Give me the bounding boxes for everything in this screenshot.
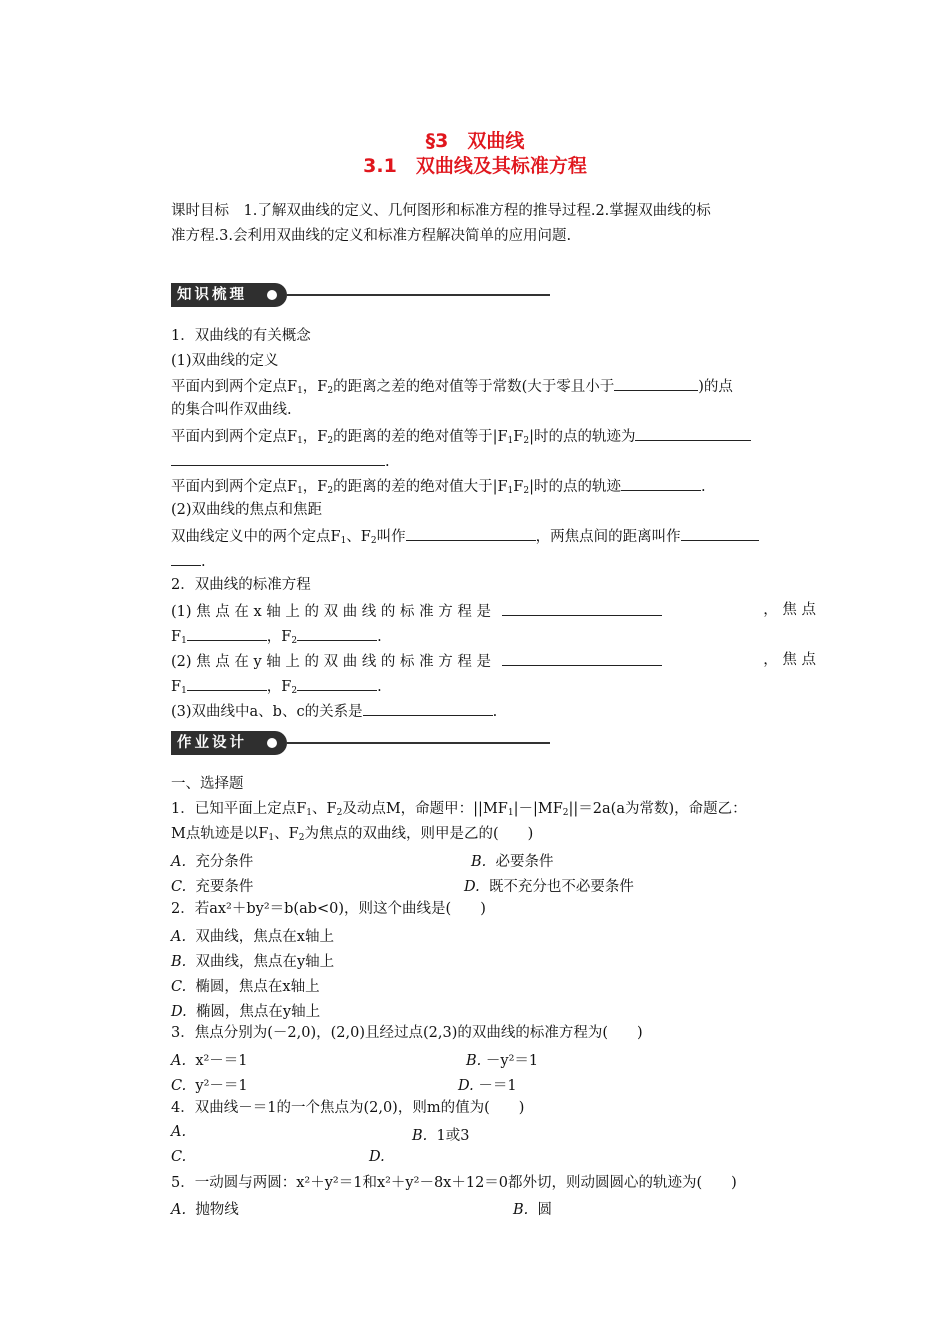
concept-heading: 1．双曲线的有关概念 xyxy=(171,328,311,344)
blank-field[interactable] xyxy=(621,476,701,491)
definition-line-4: . xyxy=(171,451,816,471)
q4-option-b[interactable]: B. 1或3 xyxy=(412,1128,470,1144)
x-axis-focus-line: $F_1$ ，$F_2$ . xyxy=(171,626,816,650)
question-1-line-1: 1．已知平面上定点$F_1$、$F_2$及动点M，命题甲：$||MF_1|-|MF_2||=2a(a$为常数)，命题乙： xyxy=(171,801,747,818)
q4-option-a[interactable]: A. xyxy=(171,1124,187,1140)
goals-line-1: 课时目标 1.了解双曲线的定义、几何图形和标准方程的推导过程.2.掌握双曲线的标 xyxy=(171,203,711,219)
blank-field[interactable] xyxy=(171,451,385,466)
definition-line-3: 平面内到两个定点$F_1$，$F_2$的距离的差的绝对值等于$|F_1F_2|$时的点的轨迹为 xyxy=(171,426,816,450)
y-axis-equation-line: (2) 焦 点 在 y 轴 上 的 双 曲 线 的 标 准 方 程 是 ， 焦 点 xyxy=(171,652,816,670)
q1-option-d[interactable]: D. 既不充分也不必要条件 xyxy=(464,879,634,895)
focus-line-2: . xyxy=(171,551,816,571)
blank-field[interactable] xyxy=(363,701,493,716)
standard-equation-heading: 2．双曲线的标准方程 xyxy=(171,577,311,593)
q2-option-a[interactable]: A. 双曲线，焦点在x轴上 xyxy=(171,929,334,945)
definition-line-2: 的集合叫作双曲线. xyxy=(171,402,292,418)
blank-field[interactable] xyxy=(635,426,751,441)
question-1-line-2: M点轨迹是以$F_1$、$F_2$为焦点的双曲线，则甲是乙的( ) xyxy=(171,826,534,843)
blank-field[interactable] xyxy=(406,526,536,541)
banner-dot-icon xyxy=(267,738,277,748)
blank-field[interactable] xyxy=(187,626,267,641)
choice-section-heading: 一、选择题 xyxy=(171,776,244,792)
banner-dot-icon xyxy=(267,290,277,300)
q1-option-b[interactable]: B. 必要条件 xyxy=(471,854,554,870)
q4-option-d[interactable]: D. xyxy=(369,1149,385,1165)
question-2: 2．若ax²＋by²＝b(ab<0)，则这个曲线是( ) xyxy=(171,901,486,917)
blank-field[interactable] xyxy=(614,376,698,391)
homework-banner xyxy=(171,731,551,757)
question-3: 3．焦点分别为(－2,0)，(2,0)且经过点(2,3)的双曲线的标准方程为( ) xyxy=(171,1025,643,1041)
q2-option-b[interactable]: B. 双曲线，焦点在y轴上 xyxy=(171,954,335,970)
question-4: 4．双曲线－＝1的一个焦点为(2,0)，则m的值为( ) xyxy=(171,1100,525,1116)
blank-field[interactable] xyxy=(171,551,201,566)
question-5: 5．一动圆与两圆：x²＋y²＝1和x²＋y²－8x＋12＝0都外切，则动圆圆心的轨迹为( ) xyxy=(171,1175,737,1191)
q1-option-a[interactable]: A. 充分条件 xyxy=(171,854,254,870)
blank-field[interactable] xyxy=(681,526,759,541)
blank-field[interactable] xyxy=(297,676,377,691)
q3-option-d[interactable]: D. －＝1 xyxy=(458,1078,517,1094)
blank-field[interactable] xyxy=(187,676,267,691)
blank-field[interactable] xyxy=(297,626,377,641)
homework-banner-label: 作业设计 xyxy=(171,731,287,755)
blank-field[interactable] xyxy=(502,651,662,666)
goals-line-2: 准方程.3.会利用双曲线的定义和标准方程解决简单的应用问题. xyxy=(171,228,572,244)
banner-rule xyxy=(287,742,550,744)
q5-option-b[interactable]: B. 圆 xyxy=(513,1202,552,1218)
q1-option-c[interactable]: C. 充要条件 xyxy=(171,879,254,895)
q3-option-b[interactable]: B. －y²＝1 xyxy=(466,1053,539,1069)
blank-field[interactable] xyxy=(502,601,662,616)
banner-rule xyxy=(287,294,550,296)
subsection-title: 3.1 双曲线及其标准方程 xyxy=(363,155,587,177)
q2-option-c[interactable]: C. 椭圆，焦点在x轴上 xyxy=(171,979,320,995)
focus-line-1: 双曲线定义中的两个定点$F_1$、$F_2$叫作 ，两焦点间的距离叫作 xyxy=(171,526,816,550)
q4-option-c[interactable]: C. xyxy=(171,1149,187,1165)
q2-option-d[interactable]: D. 椭圆，焦点在y轴上 xyxy=(171,1004,321,1020)
knowledge-banner xyxy=(171,283,551,309)
section-title: §3 双曲线 xyxy=(425,130,525,152)
abc-relation-line: (3)双曲线中a、b、c的关系是 . xyxy=(171,701,816,721)
focus-heading: (2)双曲线的焦点和焦距 xyxy=(171,502,323,518)
definition-line-1: 平面内到两个定点$F_1$，$F_2$的距离之差的绝对值等于常数(大于零且小于 )的点 xyxy=(171,376,816,400)
definition-line-5: 平面内到两个定点$F_1$，$F_2$的距离的差的绝对值大于$|F_1F_2|$时的点的轨迹 . xyxy=(171,476,816,500)
definition-heading: (1)双曲线的定义 xyxy=(171,353,279,369)
y-axis-focus-line: $F_1$ ，$F_2$ . xyxy=(171,676,816,700)
x-axis-equation-line: (1) 焦 点 在 x 轴 上 的 双 曲 线 的 标 准 方 程 是 ， 焦 点 xyxy=(171,602,816,620)
q3-option-a[interactable]: A. x²－＝1 xyxy=(171,1053,248,1069)
q5-option-a[interactable]: A. 抛物线 xyxy=(171,1202,239,1218)
knowledge-banner-label: 知识梳理 xyxy=(171,283,287,307)
q3-option-c[interactable]: C. y²－＝1 xyxy=(171,1078,248,1094)
